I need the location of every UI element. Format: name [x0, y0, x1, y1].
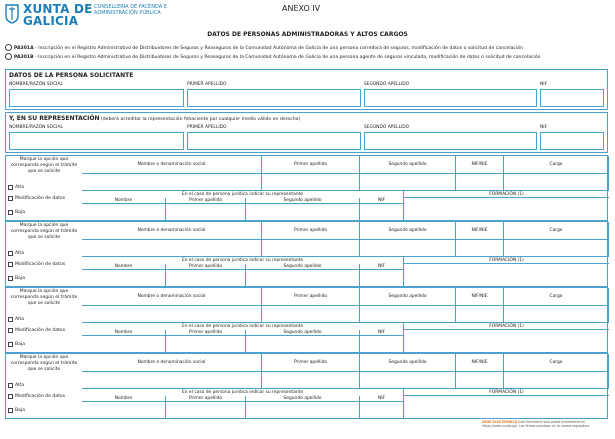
sub-column-header: Primer apellido — [166, 264, 246, 270]
column-header: Nombre o denominación social — [82, 156, 262, 174]
representacion-note: (deberá acreditar la representación fehaciente por cualquier medio válido en derecho) — [99, 117, 301, 122]
tramite-option[interactable] — [8, 340, 72, 349]
sub-column-header: NIF — [360, 396, 404, 402]
representante-input-cell[interactable] — [360, 402, 404, 419]
sub-column-header: NIF — [360, 198, 404, 204]
person-input-cell[interactable] — [262, 372, 360, 389]
representante-input-cell[interactable] — [246, 336, 360, 353]
tramite-option[interactable] — [8, 381, 72, 390]
representante-input-cell[interactable] — [246, 270, 360, 287]
representante-input-cell[interactable] — [360, 270, 404, 287]
tramite-option[interactable] — [8, 326, 72, 335]
column-header: NIF/NIE — [456, 222, 504, 240]
juridica-header: En el caso de persona jurídica indicar su representante — [82, 191, 404, 198]
representante-input-cell[interactable] — [246, 204, 360, 221]
representante-input-cell[interactable] — [360, 204, 404, 221]
representante-primer-apellido-input[interactable] — [187, 132, 361, 150]
checkbox-icon[interactable] — [8, 317, 13, 322]
representante-nombre-input[interactable] — [9, 132, 184, 150]
representacion-heading-text: Y, EN SU REPRESENTACIÓN — [9, 115, 100, 122]
field-label: NIF — [540, 82, 548, 87]
checkbox-icon[interactable] — [8, 276, 13, 281]
representante-input-cell[interactable] — [82, 336, 166, 353]
representante-input-cell[interactable] — [166, 336, 246, 353]
sub-column-header: Primer apellido — [166, 396, 246, 402]
checkbox-icon[interactable] — [8, 328, 13, 333]
sub-column-header: Primer apellido — [166, 198, 246, 204]
field-label: SEGUNDO APELLIDO — [364, 125, 410, 130]
checkbox-icon[interactable] — [8, 251, 13, 256]
representante-input-cell[interactable] — [246, 402, 360, 419]
person-input-cell[interactable] — [456, 174, 504, 191]
field-label: NOMBRE/RAZÓN SOCIAL — [9, 125, 63, 130]
tramite-option[interactable] — [8, 406, 72, 415]
formacion-input[interactable] — [404, 198, 609, 221]
tramite-option[interactable] — [8, 194, 72, 203]
person-input-cell[interactable] — [82, 174, 262, 191]
footer-text: Este formulario solo podrá presentarse en https://sede.xunta.gal. Las firmas previstas en la norma reguladora — [482, 420, 590, 429]
person-input-cell[interactable] — [504, 372, 609, 389]
sub-column-header: NIF — [360, 330, 404, 336]
representante-input-cell[interactable] — [166, 204, 246, 221]
juridica-header: En el caso de persona jurídica indicar su representante — [82, 257, 404, 264]
column-header: Segundo apellido — [360, 354, 456, 372]
person-block — [5, 353, 608, 419]
footer-note — [482, 420, 610, 428]
person-input-cell[interactable] — [360, 174, 456, 191]
representante-input-cell[interactable] — [82, 204, 166, 221]
column-header: Segundo apellido — [360, 156, 456, 174]
sub-column-header: Segundo apellido — [246, 198, 360, 204]
representante-input-cell[interactable] — [166, 270, 246, 287]
person-input-cell[interactable] — [504, 174, 609, 191]
column-header: Cargo — [504, 156, 609, 174]
xunta-shield-icon — [5, 4, 19, 24]
person-input-cell[interactable] — [360, 240, 456, 257]
representante-input-cell[interactable] — [166, 402, 246, 419]
radio-icon[interactable] — [5, 44, 12, 51]
formacion-header: FORMACIÓN (1) — [404, 389, 609, 396]
person-input-cell[interactable] — [360, 372, 456, 389]
formacion-input[interactable] — [404, 330, 609, 353]
checkbox-icon[interactable] — [8, 408, 13, 413]
solicitante-segundo-apellido-input[interactable] — [364, 89, 537, 107]
representante-input-cell[interactable] — [360, 336, 404, 353]
person-input-cell[interactable] — [456, 240, 504, 257]
solicitante-primer-apellido-input[interactable] — [187, 89, 361, 107]
field-label: SEGUNDO APELLIDO — [364, 82, 410, 87]
radio-icon[interactable] — [5, 53, 12, 60]
tramite-option[interactable] — [8, 183, 72, 192]
column-header: Segundo apellido — [360, 222, 456, 240]
field-label: NOMBRE/RAZÓN SOCIAL — [9, 82, 63, 87]
formacion-header: FORMACIÓN (1) — [404, 257, 609, 264]
column-header: Segundo apellido — [360, 288, 456, 306]
marque-instruction: Marque la opción que corresponda según el trámite que se solicite — [10, 157, 78, 174]
tramite-option-label: Alta — [15, 317, 25, 322]
formacion-header: FORMACIÓN (1) — [404, 191, 609, 198]
column-header: Cargo — [504, 354, 609, 372]
checkbox-icon[interactable] — [8, 342, 13, 347]
tramite-option[interactable] — [8, 249, 72, 258]
tramite-option-label: Modificación de datos — [15, 196, 66, 201]
person-input-cell[interactable] — [262, 306, 360, 323]
column-header: Primer apellido — [262, 288, 360, 306]
column-header: Primer apellido — [262, 222, 360, 240]
representacion-heading — [9, 115, 300, 122]
formacion-input[interactable] — [404, 264, 609, 287]
person-input-cell[interactable] — [360, 306, 456, 323]
procedure-text: - Inscripción en el Registro Administrativo de Distribuidores de Seguros y Reaseguros de la Comunidad Autónoma de Galicia de una persona corredora de seguros, modificación de datos o solicitud de cancelación — [33, 46, 523, 51]
representante-input-cell[interactable] — [82, 402, 166, 419]
tramite-option[interactable] — [8, 274, 72, 283]
representacion-section — [5, 112, 608, 153]
tramite-option[interactable] — [8, 315, 72, 324]
procedure-option-pa301a[interactable] — [5, 44, 608, 52]
tramite-option-label: Alta — [15, 185, 25, 190]
brand-name: XUNTA DE GALICIA — [23, 2, 93, 28]
formacion-input[interactable] — [404, 396, 609, 419]
person-input-cell[interactable] — [82, 240, 262, 257]
person-input-cell[interactable] — [504, 240, 609, 257]
person-input-cell[interactable] — [456, 306, 504, 323]
procedure-code: PA301A — [14, 46, 34, 51]
column-header: Nombre o denominación social — [82, 354, 262, 372]
tramite-option[interactable] — [8, 208, 72, 217]
tramite-option-label: Baja — [15, 276, 26, 281]
sub-column-header: Nombre — [82, 198, 166, 204]
person-input-cell[interactable] — [262, 240, 360, 257]
column-header: Nombre o denominación social — [82, 288, 262, 306]
person-input-cell[interactable] — [262, 174, 360, 191]
checkbox-icon[interactable] — [8, 383, 13, 388]
sub-column-header: Segundo apellido — [246, 396, 360, 402]
field-label: PRIMER APELLIDO — [187, 82, 227, 87]
solicitante-heading: DATOS DE LA PERSONA SOLICITANTE — [9, 72, 134, 79]
document-title: DATOS DE PERSONAS ADMINISTRADORAS Y ALTOS CARGOS — [207, 31, 408, 38]
tramite-option-label: Modificación de datos — [15, 394, 66, 399]
procedure-text: - Inscripción en el Registro Administrativo de Distribuidores de Seguros y Reaseguros de la Comunidad Autónoma de Galicia de una persona agente de seguros vinculada, modificación de datos o solicitud de cancelación — [33, 55, 541, 60]
representante-segundo-apellido-input[interactable] — [364, 132, 537, 150]
sub-column-header: Nombre — [82, 264, 166, 270]
person-input-cell[interactable] — [456, 372, 504, 389]
tramite-option-label: Baja — [15, 210, 26, 215]
tramite-option-label: Alta — [15, 383, 25, 388]
column-header: Primer apellido — [262, 354, 360, 372]
person-block — [5, 155, 608, 221]
checkbox-icon[interactable] — [8, 196, 13, 201]
tramite-option-label: Baja — [15, 408, 26, 413]
consellaria-name: CONSELLERÍA DE FACENDA E ADMINISTRACIÓN PÚBLICA — [94, 4, 167, 16]
sub-column-header: Primer apellido — [166, 330, 246, 336]
solicitante-section — [5, 69, 608, 110]
juridica-header: En el caso de persona jurídica indicar su representante — [82, 323, 404, 330]
sub-column-header: NIF — [360, 264, 404, 270]
tramite-option-label: Alta — [15, 251, 25, 256]
checkbox-icon[interactable] — [8, 185, 13, 190]
marque-instruction: Marque la opción que corresponda según el trámite que se solicite — [10, 355, 78, 372]
formacion-header: FORMACIÓN (1) — [404, 323, 609, 330]
juridica-header: En el caso de persona jurídica indicar su representante — [82, 389, 404, 396]
sub-column-header: Nombre — [82, 330, 166, 336]
tramite-option-label: Baja — [15, 342, 26, 347]
representante-input-cell[interactable] — [82, 270, 166, 287]
representante-nif-input[interactable] — [540, 132, 604, 150]
person-block — [5, 221, 608, 287]
checkbox-icon[interactable] — [8, 394, 13, 399]
column-header: NIF/NIE — [456, 288, 504, 306]
checkbox-icon[interactable] — [8, 210, 13, 215]
solicitante-nombre-input[interactable] — [9, 89, 184, 107]
sub-column-header: Nombre — [82, 396, 166, 402]
column-header: Cargo — [504, 222, 609, 240]
person-block — [5, 287, 608, 353]
sub-column-header: Segundo apellido — [246, 330, 360, 336]
column-header: Cargo — [504, 288, 609, 306]
column-header: Nombre o denominación social — [82, 222, 262, 240]
marque-instruction: Marque la opción que corresponda según el trámite que se solicite — [10, 223, 78, 240]
column-header: Primer apellido — [262, 156, 360, 174]
marque-instruction: Marque la opción que corresponda según el trámite que se solicite — [10, 289, 78, 306]
person-input-cell[interactable] — [82, 372, 262, 389]
procedure-code: PA301B — [14, 55, 34, 60]
sede-label: SEDE ELECTRÓNICA — [482, 420, 518, 424]
person-input-cell[interactable] — [504, 306, 609, 323]
field-label: NIF — [540, 125, 548, 130]
column-header: NIF/NIE — [456, 354, 504, 372]
sub-column-header: Segundo apellido — [246, 264, 360, 270]
tramite-option-label: Modificación de datos — [15, 262, 66, 267]
anexo-label: ANEXO IV — [282, 4, 321, 13]
xunta-logo — [5, 3, 165, 27]
tramite-option-label: Modificación de datos — [15, 328, 66, 333]
solicitante-nif-input[interactable] — [540, 89, 604, 107]
person-input-cell[interactable] — [82, 306, 262, 323]
procedure-option-pa301b[interactable] — [5, 53, 608, 61]
checkbox-icon[interactable] — [8, 262, 13, 267]
tramite-option[interactable] — [8, 392, 72, 401]
tramite-option[interactable] — [8, 260, 72, 269]
field-label: PRIMER APELLIDO — [187, 125, 227, 130]
column-header: NIF/NIE — [456, 156, 504, 174]
